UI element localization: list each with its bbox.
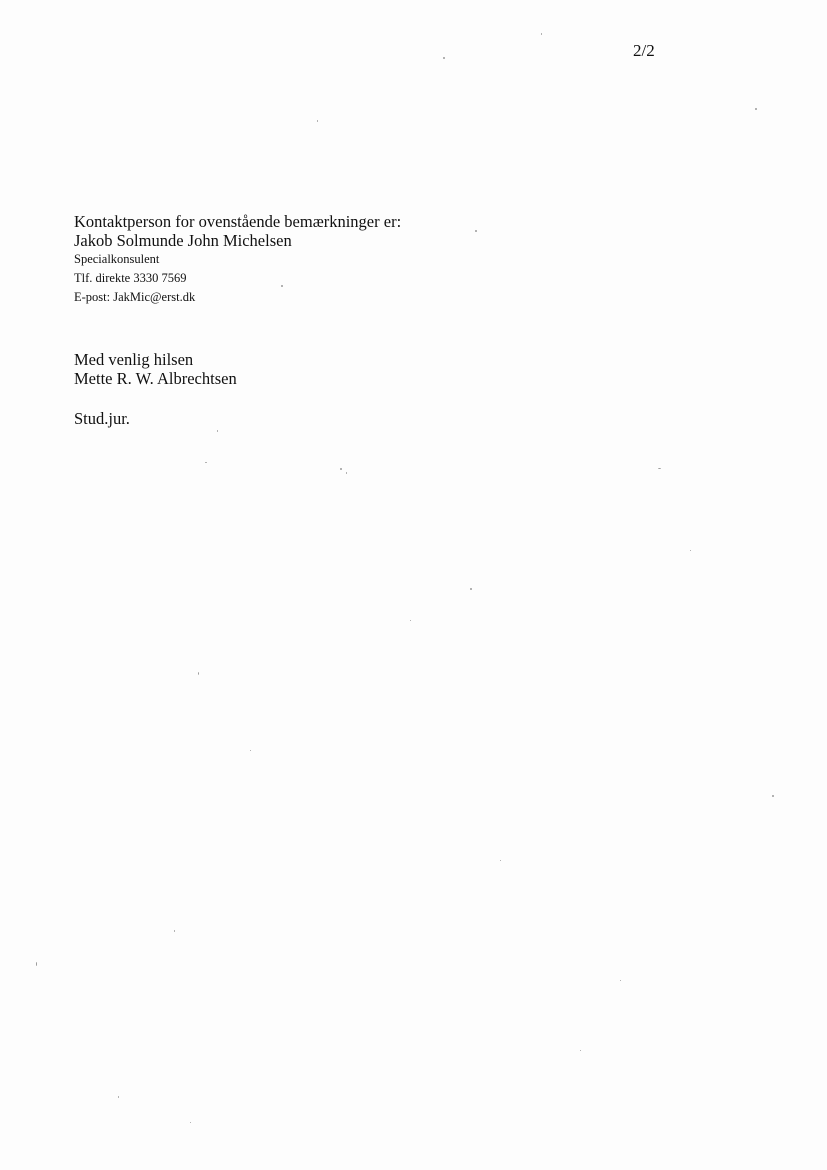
contact-intro: Kontaktperson for ovenstående bemærkninger er: [74, 212, 402, 231]
contact-phone: Tlf. direkte 3330 7569 [74, 271, 187, 285]
contact-block [74, 212, 401, 307]
closing-block [74, 350, 237, 388]
closing-signer: Mette R. W. Albrechtsen [74, 369, 237, 388]
contact-email: E-post: JakMic@erst.dk [74, 290, 196, 304]
signer-title: Stud.jur. [74, 409, 130, 428]
contact-name: Jakob Solmunde John Michelsen [74, 231, 292, 250]
contact-role: Specialkonsulent [74, 252, 160, 266]
page-number: 2/2 [633, 41, 655, 60]
closing-greeting: Med venlig hilsen [74, 350, 194, 369]
